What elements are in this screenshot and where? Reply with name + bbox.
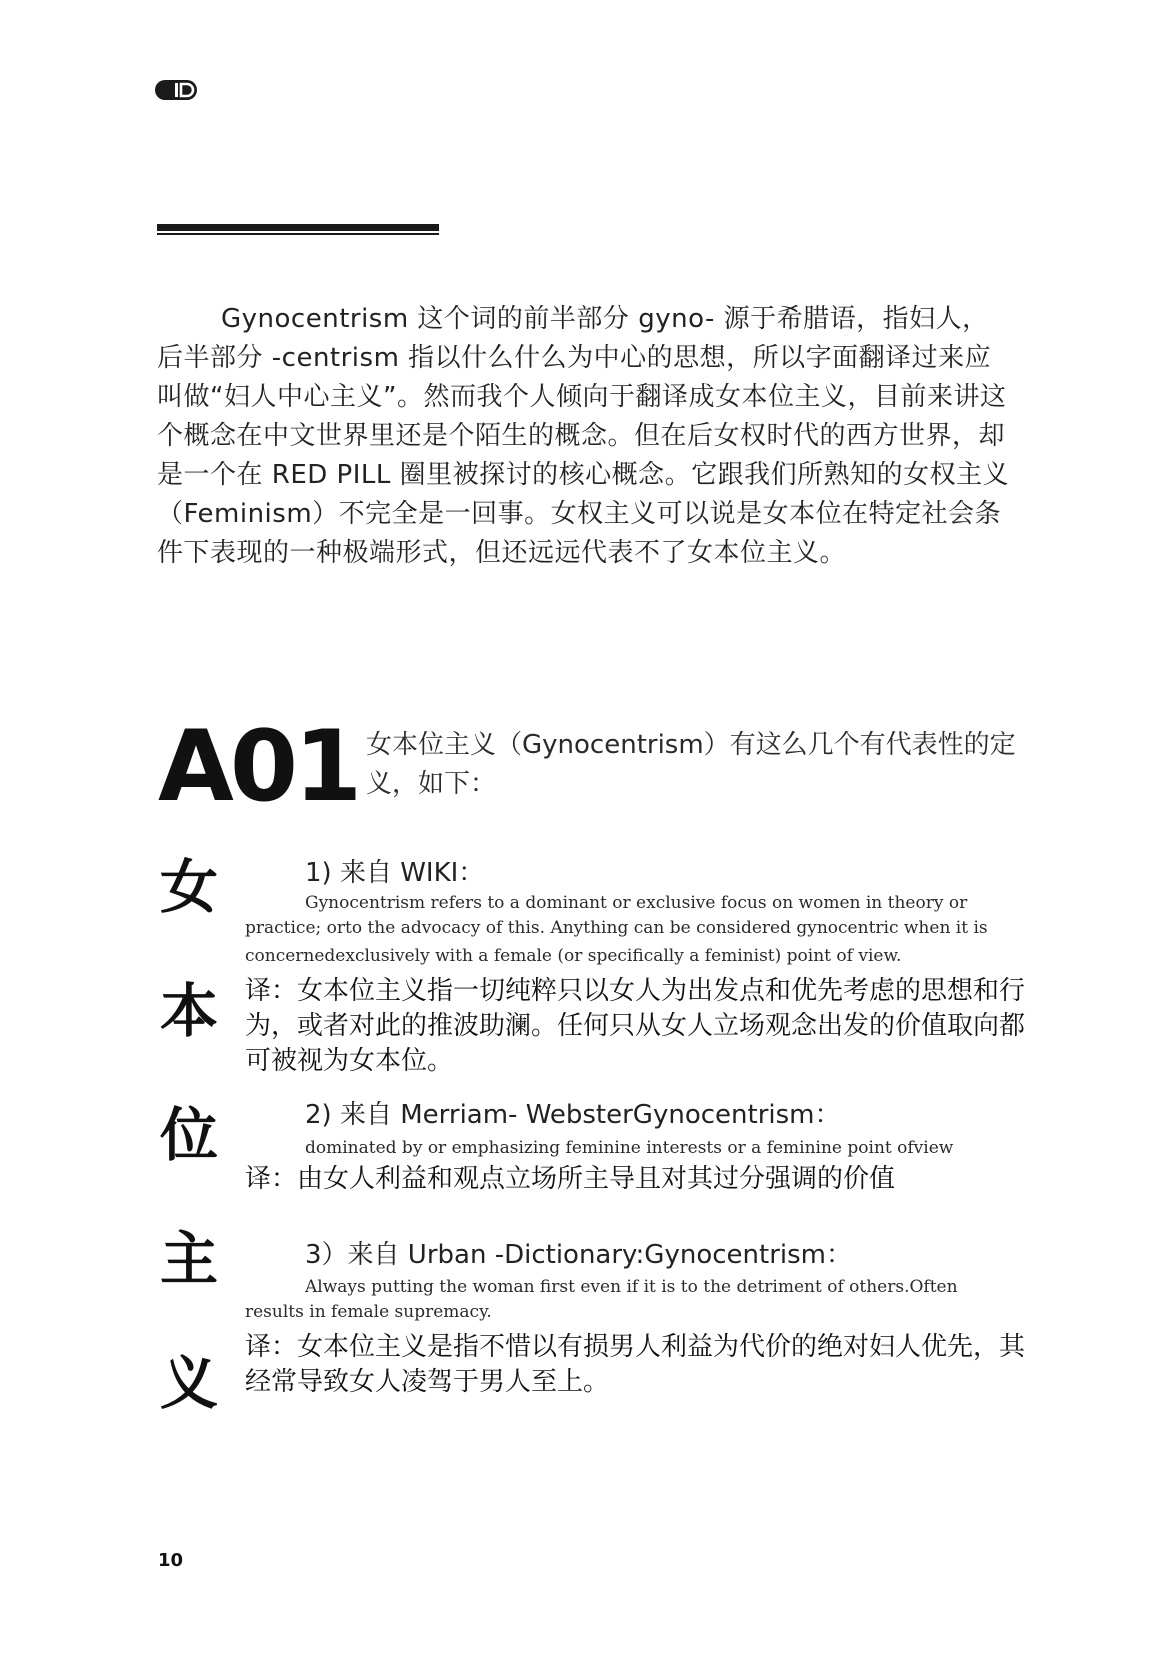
vertical-title-char: 本 [160,977,219,1045]
pill-logo-icon [155,80,197,100]
vertical-title-char: 女 [160,853,219,921]
page-number: 10 [158,1550,184,1571]
definition-source: 1) 来自 WIKI： [305,858,485,888]
definition-chinese: 译：由女人利益和观点立场所主导且对其过分强调的价值 [245,1164,896,1194]
definition-english: Gynocentrism refers to a dominant or exclusive focus on women in theory or [305,893,968,913]
vertical-title [160,853,230,1478]
definition-source: 2) 来自 Merriam- WebsterGynocentrism： [305,1100,841,1130]
definition-english: Always putting the woman first even if it is to the detriment of others.Often [305,1277,958,1297]
vertical-title-char: 主 [160,1225,219,1293]
definition-chinese: 译：女本位主义是指不惜以有损男人利益为代价的绝对妇人优先，其经常导致女人凌驾于男人至上。 [245,1332,1026,1397]
definition-english: dominated by or emphasizing feminine interests or a feminine point ofview [305,1138,954,1158]
vertical-title-char: 义 [160,1349,219,1417]
section-code: A01 [158,710,359,824]
definition-source: 3）来自 Urban -Dictionary:Gynocentrism： [305,1240,852,1270]
heading-rule-thin [157,233,439,235]
definition-english: concernedexclusively with a female (or specifically a feminist) point of view. [245,946,902,966]
heading-rule-thick [157,224,439,231]
definition-chinese: 译：女本位主义指一切纯粹只以女人为出发点和优先考虑的思想和行为，或者对此的推波助澜。任何只从女人立场观念出发的价值取向都可被视为女本位。 [245,976,1026,1076]
intro-paragraph [157,300,1013,573]
intro-text: Gynocentrism 这个词的前半部分 gyno- 源于希腊语，指妇人，后半部分 -centrism 指以什么什么为中心的思想，所以字面翻译过来应叫做“妇人中心主义”。然而我个人倾向于翻译成女本位主义，目前来讲这个概念在中文世界里还是个陌生的概念。但在后女权时代的西方世界，却是一个在 RED PILL 圈里被探讨的核心概念。它跟我们所熟知的女权主义（Feminism）不完全是一回事。女权主义可以说是女本位在特定社会条件下表现的一种极端形式，但还远远代表不了女本位主义。 [157,304,1010,568]
vertical-title-char: 位 [160,1101,219,1169]
definition-english: results in female supremacy. [245,1302,492,1322]
section-heading: 女本位主义（Gynocentrism）有这么几个有代表性的定义，如下： [366,730,1016,799]
definition-english: practice; orto the advocacy of this. Anything can be considered gynocentric when it is [245,918,988,938]
